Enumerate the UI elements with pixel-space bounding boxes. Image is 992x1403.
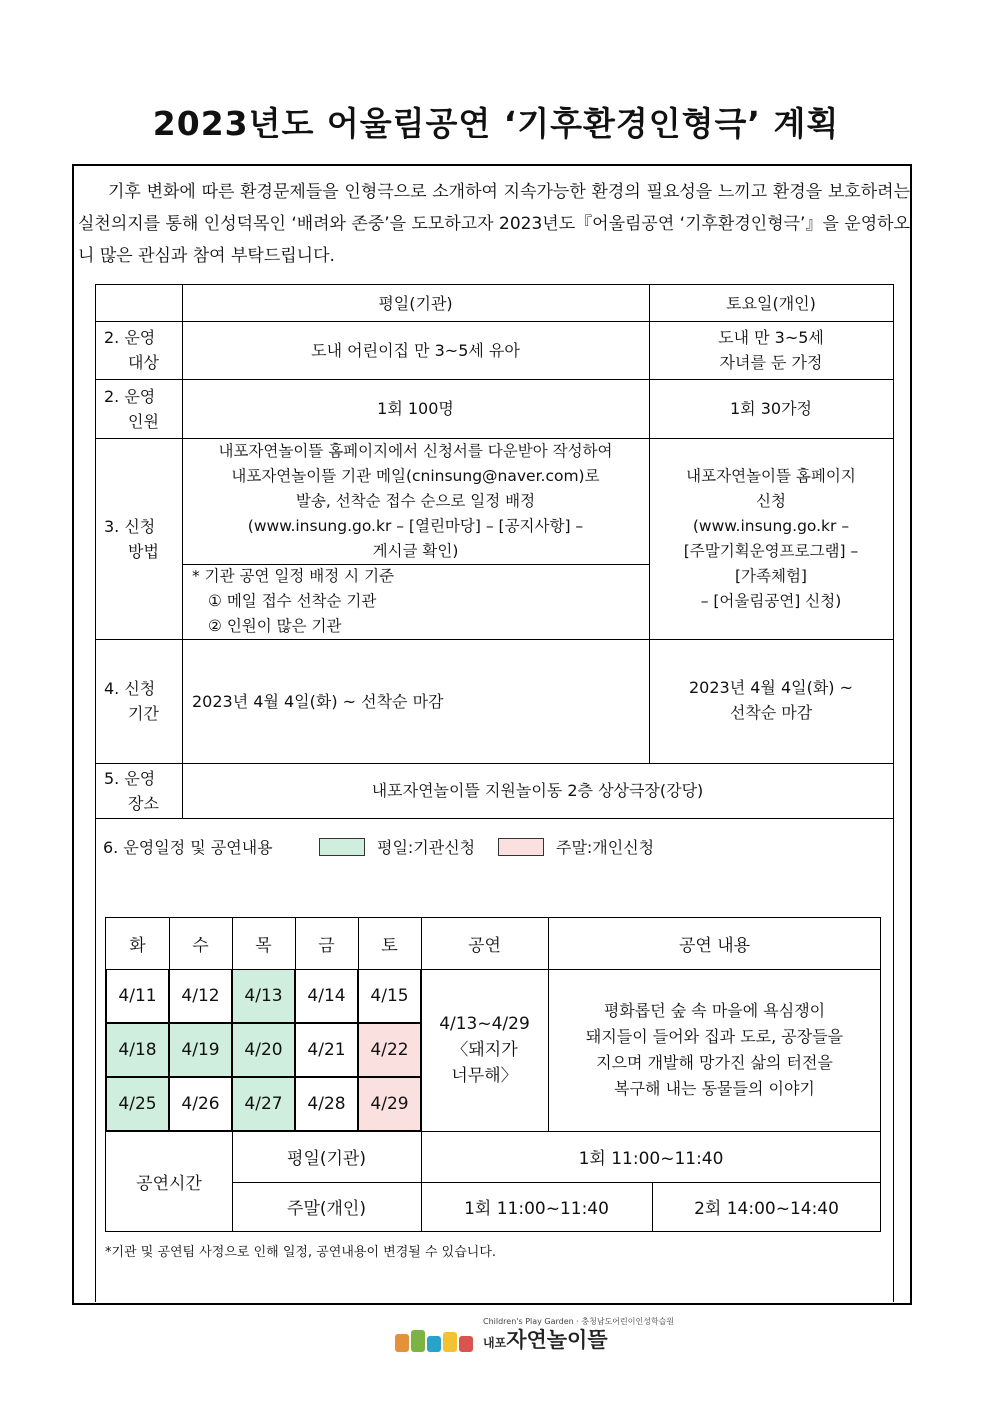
legend-weekend: 주말:개인신청 <box>498 835 654 858</box>
page-title: 2023년도 어울림공연 ‘기후환경인형극’ 계획 <box>152 104 840 143</box>
date-cell: 4/21 <box>295 1023 358 1077</box>
day-header: 금 <box>318 936 335 956</box>
weekend-time-label: 주말(개인) <box>287 1199 366 1219</box>
weekend-time-1: 1회 11:00~11:40 <box>464 1199 609 1219</box>
weekday-time: 1회 11:00~11:40 <box>578 1149 724 1169</box>
content-cell: 평화롭던 숲 속 마을에 욕심쟁이 돼지들이 들어와 집과 도로, 공장들을 지으며 개발해 망가진 삶의 터전을 복구해 내는 동물들의 이야기 <box>585 1001 844 1098</box>
row-label-people: 2. 운영 인원 <box>104 386 159 431</box>
children-logo-icon <box>393 1324 477 1354</box>
day-header: 토 <box>381 936 398 956</box>
footnote: *기관 및 공연팀 사정으로 인해 일정, 공연내용이 변경될 수 있습니다. <box>105 1245 497 1260</box>
weekday-time-label: 평일(기관) <box>287 1149 366 1169</box>
date-cell: 4/14 <box>295 969 358 1023</box>
date-cell: 4/15 <box>358 969 421 1023</box>
target-weekday: 도내 어린이집 만 3~5세 유아 <box>311 340 520 360</box>
people-weekday: 1회 100명 <box>377 399 454 418</box>
time-label: 공연시간 <box>136 1173 202 1194</box>
schedule-label: 6. 운영일정 및 공연내용 <box>103 838 273 857</box>
period-weekday: 2023년 4월 4일(화) ~ 선착순 마감 <box>192 691 444 711</box>
footer-institute: Children's Play Garden · 충청남도어린이인성학습원 <box>483 1317 675 1326</box>
date-cell: 4/26 <box>169 1077 232 1131</box>
schedule-table <box>105 917 881 1232</box>
day-header: 목 <box>255 936 272 956</box>
legend-weekend-swatch <box>498 838 544 856</box>
header-weekday: 평일(기관) <box>378 293 453 313</box>
date-cell: 4/13 <box>232 969 295 1023</box>
row-label-target: 2. 운영 대상 <box>104 328 159 372</box>
date-cell: 4/12 <box>169 969 232 1023</box>
people-saturday: 1회 30가정 <box>730 399 812 418</box>
date-cell: 4/19 <box>169 1023 232 1077</box>
show-header: 공연 <box>468 936 501 956</box>
day-header: 수 <box>192 936 209 956</box>
intro-text: 기후 변화에 따른 환경문제들을 인형극으로 소개하여 지속가능한 환경의 필요성을 느끼고 환경을 보호하려는 실천의지를 통해 인성덕목인 ‘배려와 존중’을 도모하고자 2023년도『어울림공연 ‘기후환경인형극’』을 운영하오니 많은 관심과 참여 부탁드립니다. <box>78 182 910 266</box>
date-cell: 4/25 <box>106 1077 169 1131</box>
place-value: 내포자연놀이뜰 지원놀이동 2층 상상극장(강당) <box>371 781 704 800</box>
footer-logo <box>393 1316 674 1354</box>
show-cell: 4/13~4/29 〈돼지가 너무해〉 <box>439 1014 530 1086</box>
footer-brand: 내포자연놀이뜰 <box>483 1328 608 1352</box>
row-label-apply: 3. 신청 방법 <box>104 516 159 561</box>
date-cell: 4/27 <box>232 1077 295 1131</box>
weekend-time-2: 2회 14:00~14:40 <box>694 1199 839 1219</box>
date-cell: 4/22 <box>358 1023 421 1077</box>
date-cell: 4/20 <box>232 1023 295 1077</box>
apply-saturday: 내포자연놀이뜰 홈페이지 신청 (www.insung.go.kr – [주말기획운영프로그램] – [가족체험] – [어울림공연] 신청) <box>683 466 859 610</box>
target-saturday: 도내 만 3~5세 자녀를 둔 가정 <box>718 328 824 372</box>
row-label-place: 5. 운영 장소 <box>104 768 159 813</box>
date-cell: 4/18 <box>106 1023 169 1077</box>
content-header: 공연 내용 <box>678 936 751 956</box>
date-cell: 4/28 <box>295 1077 358 1131</box>
apply-criteria: * 기관 공연 일정 배정 시 기준 ① 메일 접수 선착순 기관 ② 인원이 많은 기관 <box>192 567 395 635</box>
date-cell: 4/29 <box>358 1077 421 1131</box>
intro-paragraph <box>78 176 910 272</box>
period-saturday: 2023년 4월 4일(화) ~ 선착순 마감 <box>688 678 854 722</box>
legend-weekday: 평일:기관신청 <box>319 835 475 858</box>
header-saturday: 토요일(개인) <box>726 293 816 313</box>
row-label-period: 4. 신청 기간 <box>104 679 159 723</box>
date-cell: 4/11 <box>106 969 169 1023</box>
legend-weekday-swatch <box>319 838 365 856</box>
day-header: 화 <box>129 936 146 956</box>
apply-weekday: 내포자연놀이뜰 홈페이지에서 신청서를 다운받아 작성하여 내포자연놀이뜰 기관 메일(cninsung@naver.com)로 발송, 선착순 접수 순으로 일정 배정 (www.insung.go.kr – [열린마당] – [공지사항] – 게시글 확인) <box>218 441 613 560</box>
